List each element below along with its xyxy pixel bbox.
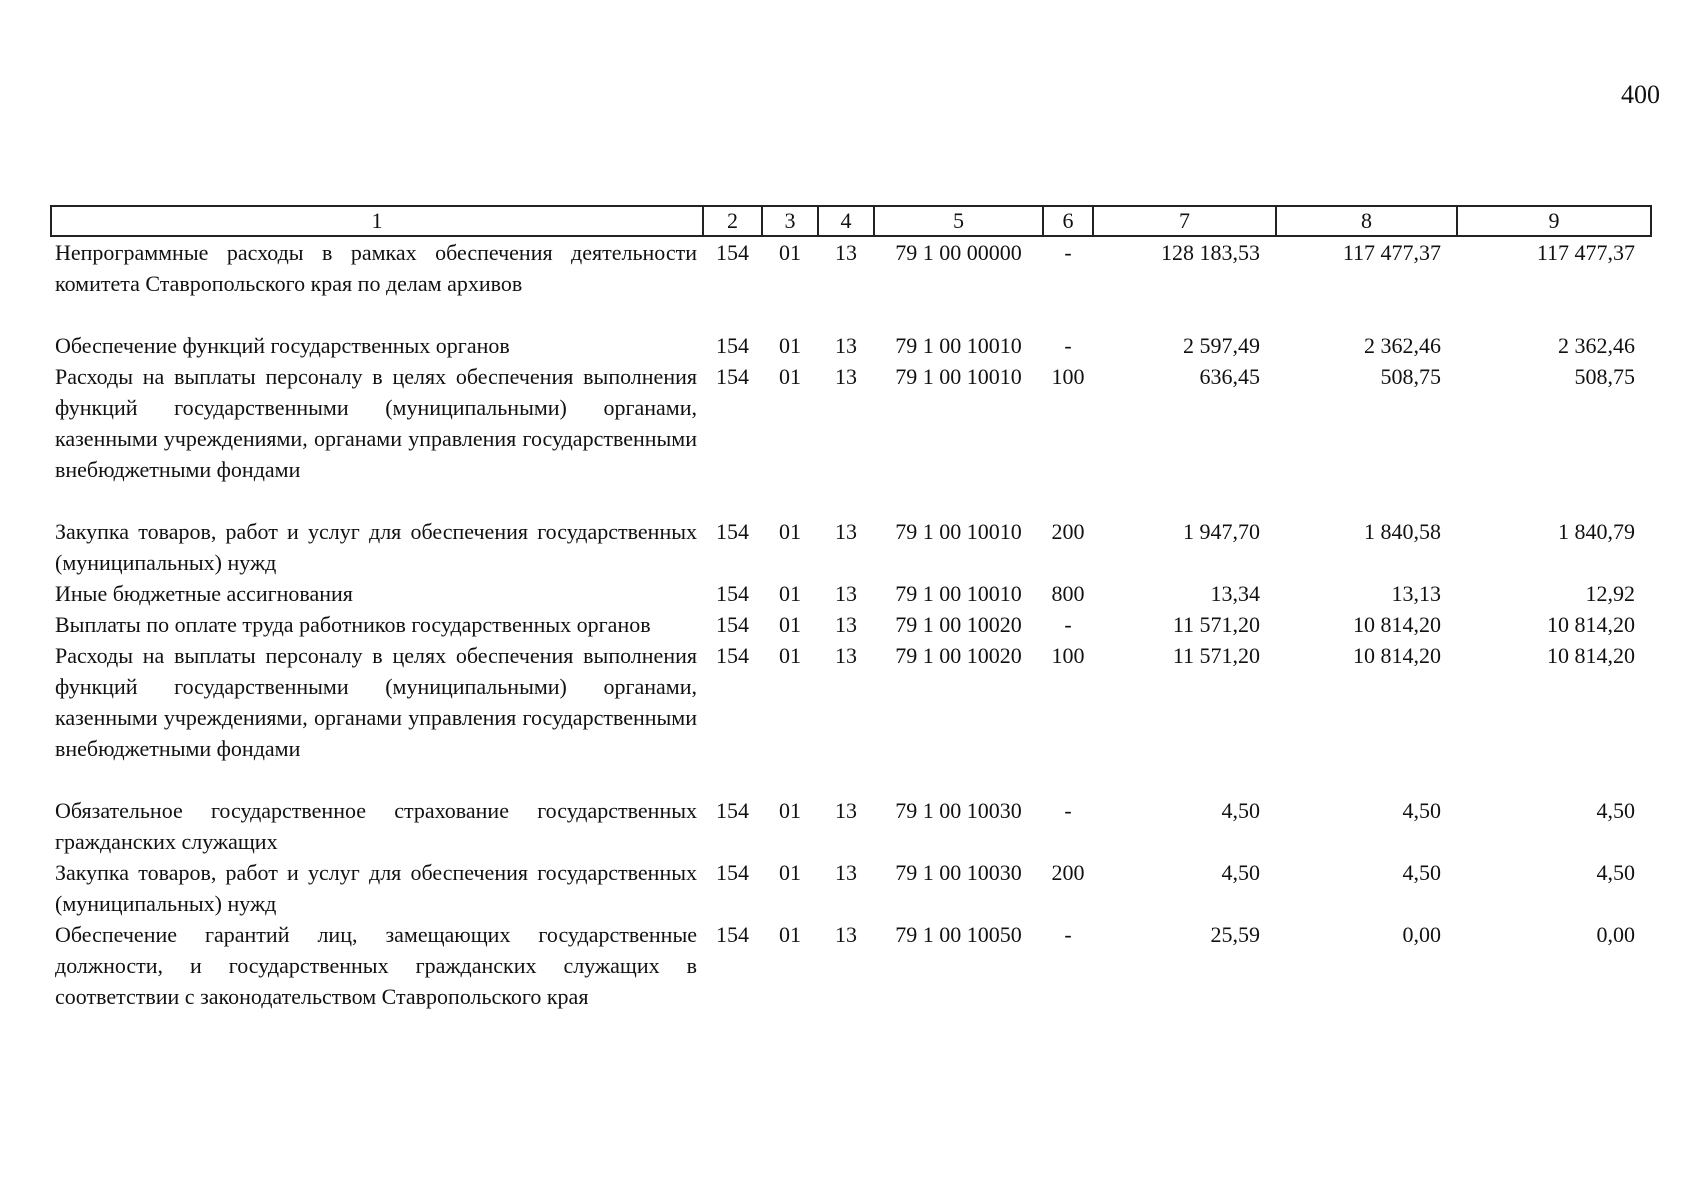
amount-col-8: 4,50 bbox=[1402, 798, 1441, 823]
amount-col-7: 13,34 bbox=[1210, 581, 1260, 606]
subsection-code: 13 bbox=[835, 519, 857, 544]
amount-col-9: 117 477,37 bbox=[1536, 240, 1635, 265]
budget-table bbox=[50, 205, 1652, 1012]
amount-col-8: 2 362,46 bbox=[1364, 333, 1441, 358]
table-row bbox=[51, 516, 1651, 578]
row-name: Непрограммные расходы в рамках обеспечения деятельности комитета Ставропольского края по делам архивов bbox=[55, 240, 697, 296]
column-header: 7 bbox=[1093, 206, 1276, 236]
target-article-code: 79 1 00 00000 bbox=[895, 240, 1022, 265]
ministry-code: 154 bbox=[716, 364, 749, 389]
subsection-code: 13 bbox=[835, 581, 857, 606]
subsection-code: 13 bbox=[835, 643, 857, 668]
amount-col-9: 10 814,20 bbox=[1547, 643, 1635, 668]
ministry-code: 154 bbox=[716, 333, 749, 358]
target-article-code: 79 1 00 10010 bbox=[895, 519, 1022, 544]
table-body bbox=[51, 236, 1651, 1012]
section-code: 01 bbox=[779, 922, 801, 947]
table-row bbox=[51, 609, 1651, 640]
target-article-code: 79 1 00 10050 bbox=[895, 922, 1022, 947]
column-header: 5 bbox=[874, 206, 1043, 236]
amount-col-9: 4,50 bbox=[1596, 798, 1635, 823]
amount-col-9: 1 840,79 bbox=[1558, 519, 1635, 544]
expense-type-code: - bbox=[1064, 333, 1072, 358]
expense-type-code: 200 bbox=[1051, 860, 1085, 885]
table-row bbox=[51, 857, 1651, 919]
ministry-code: 154 bbox=[716, 519, 749, 544]
amount-col-7: 4,50 bbox=[1221, 860, 1260, 885]
table-row bbox=[51, 578, 1651, 609]
row-name: Обеспечение функций государственных органов bbox=[55, 333, 510, 358]
amount-col-7: 11 571,20 bbox=[1172, 643, 1260, 668]
column-header: 6 bbox=[1043, 206, 1093, 236]
section-code: 01 bbox=[779, 612, 801, 637]
table-row bbox=[51, 919, 1651, 1012]
amount-col-9: 4,50 bbox=[1596, 860, 1635, 885]
row-name: Закупка товаров, работ и услуг для обеспечения государственных (муниципальных) нужд bbox=[55, 519, 697, 575]
amount-col-7: 636,45 bbox=[1199, 364, 1260, 389]
subsection-code: 13 bbox=[835, 333, 857, 358]
table-header bbox=[51, 206, 1651, 236]
row-name: Выплаты по оплате труда работников государственных органов bbox=[55, 612, 651, 637]
expense-type-code: - bbox=[1064, 922, 1072, 947]
amount-col-8: 0,00 bbox=[1402, 922, 1441, 947]
amount-col-9: 10 814,20 bbox=[1547, 612, 1635, 637]
column-header: 9 bbox=[1457, 206, 1651, 236]
expense-type-code: 200 bbox=[1051, 519, 1085, 544]
target-article-code: 79 1 00 10030 bbox=[895, 860, 1022, 885]
amount-col-9: 508,75 bbox=[1574, 364, 1635, 389]
ministry-code: 154 bbox=[716, 860, 749, 885]
row-name: Закупка товаров, работ и услуг для обеспечения государственных (муниципальных) нужд bbox=[55, 860, 697, 916]
section-code: 01 bbox=[779, 240, 801, 265]
table-row bbox=[51, 640, 1651, 795]
amount-col-8: 10 814,20 bbox=[1353, 612, 1441, 637]
row-name: Расходы на выплаты персоналу в целях обеспечения выполнения функций государственными (муниципальными) органами, казенными учреждениями, органами управления государственными внебюджетными фондами bbox=[55, 643, 697, 761]
column-header: 4 bbox=[818, 206, 874, 236]
target-article-code: 79 1 00 10010 bbox=[895, 333, 1022, 358]
row-name: Иные бюджетные ассигнования bbox=[55, 581, 353, 606]
subsection-code: 13 bbox=[835, 364, 857, 389]
expense-type-code: - bbox=[1064, 240, 1072, 265]
subsection-code: 13 bbox=[835, 922, 857, 947]
amount-col-7: 128 183,53 bbox=[1161, 240, 1260, 265]
ministry-code: 154 bbox=[716, 643, 749, 668]
row-name: Обеспечение гарантий лиц, замещающих государственные должности, и государственных гражданских служащих в соответствии с законодательством Ставропольского края bbox=[55, 922, 697, 1009]
amount-col-8: 1 840,58 bbox=[1364, 519, 1441, 544]
amount-col-9: 0,00 bbox=[1596, 922, 1635, 947]
expense-type-code: 800 bbox=[1051, 581, 1085, 606]
expense-type-code: - bbox=[1064, 798, 1072, 823]
ministry-code: 154 bbox=[716, 581, 749, 606]
section-code: 01 bbox=[779, 860, 801, 885]
target-article-code: 79 1 00 10020 bbox=[895, 612, 1022, 637]
amount-col-7: 11 571,20 bbox=[1172, 612, 1260, 637]
table-row bbox=[51, 236, 1651, 330]
ministry-code: 154 bbox=[716, 612, 749, 637]
subsection-code: 13 bbox=[835, 240, 857, 265]
table-row bbox=[51, 330, 1651, 361]
expense-type-code: - bbox=[1064, 612, 1072, 637]
section-code: 01 bbox=[779, 798, 801, 823]
amount-col-7: 4,50 bbox=[1221, 798, 1260, 823]
subsection-code: 13 bbox=[835, 798, 857, 823]
table-row bbox=[51, 795, 1651, 857]
amount-col-8: 508,75 bbox=[1380, 364, 1441, 389]
section-code: 01 bbox=[779, 581, 801, 606]
ministry-code: 154 bbox=[716, 240, 749, 265]
ministry-code: 154 bbox=[716, 798, 749, 823]
amount-col-7: 25,59 bbox=[1210, 922, 1260, 947]
table-row bbox=[51, 361, 1651, 516]
section-code: 01 bbox=[779, 643, 801, 668]
column-header: 8 bbox=[1276, 206, 1457, 236]
amount-col-8: 10 814,20 bbox=[1353, 643, 1441, 668]
section-code: 01 bbox=[779, 333, 801, 358]
amount-col-8: 13,13 bbox=[1391, 581, 1441, 606]
page-number: 400 bbox=[1621, 80, 1660, 109]
amount-col-7: 1 947,70 bbox=[1183, 519, 1260, 544]
section-code: 01 bbox=[779, 519, 801, 544]
target-article-code: 79 1 00 10010 bbox=[895, 364, 1022, 389]
subsection-code: 13 bbox=[835, 860, 857, 885]
column-header: 3 bbox=[762, 206, 818, 236]
column-header: 2 bbox=[703, 206, 762, 236]
ministry-code: 154 bbox=[716, 922, 749, 947]
header-row bbox=[51, 206, 1651, 236]
amount-col-8: 117 477,37 bbox=[1342, 240, 1441, 265]
subsection-code: 13 bbox=[835, 612, 857, 637]
section-code: 01 bbox=[779, 364, 801, 389]
expense-type-code: 100 bbox=[1051, 643, 1085, 668]
amount-col-9: 2 362,46 bbox=[1558, 333, 1635, 358]
amount-col-7: 2 597,49 bbox=[1183, 333, 1260, 358]
expense-type-code: 100 bbox=[1051, 364, 1085, 389]
column-header: 1 bbox=[51, 206, 703, 236]
row-name: Расходы на выплаты персоналу в целях обеспечения выполнения функций государственными (муниципальными) органами, казенными учреждениями, органами управления государственными внебюджетными фондами bbox=[55, 364, 697, 482]
amount-col-8: 4,50 bbox=[1402, 860, 1441, 885]
target-article-code: 79 1 00 10030 bbox=[895, 798, 1022, 823]
row-name: Обязательное государственное страхование государственных гражданских служащих bbox=[55, 798, 697, 854]
amount-col-9: 12,92 bbox=[1585, 581, 1635, 606]
target-article-code: 79 1 00 10010 bbox=[895, 581, 1022, 606]
target-article-code: 79 1 00 10020 bbox=[895, 643, 1022, 668]
